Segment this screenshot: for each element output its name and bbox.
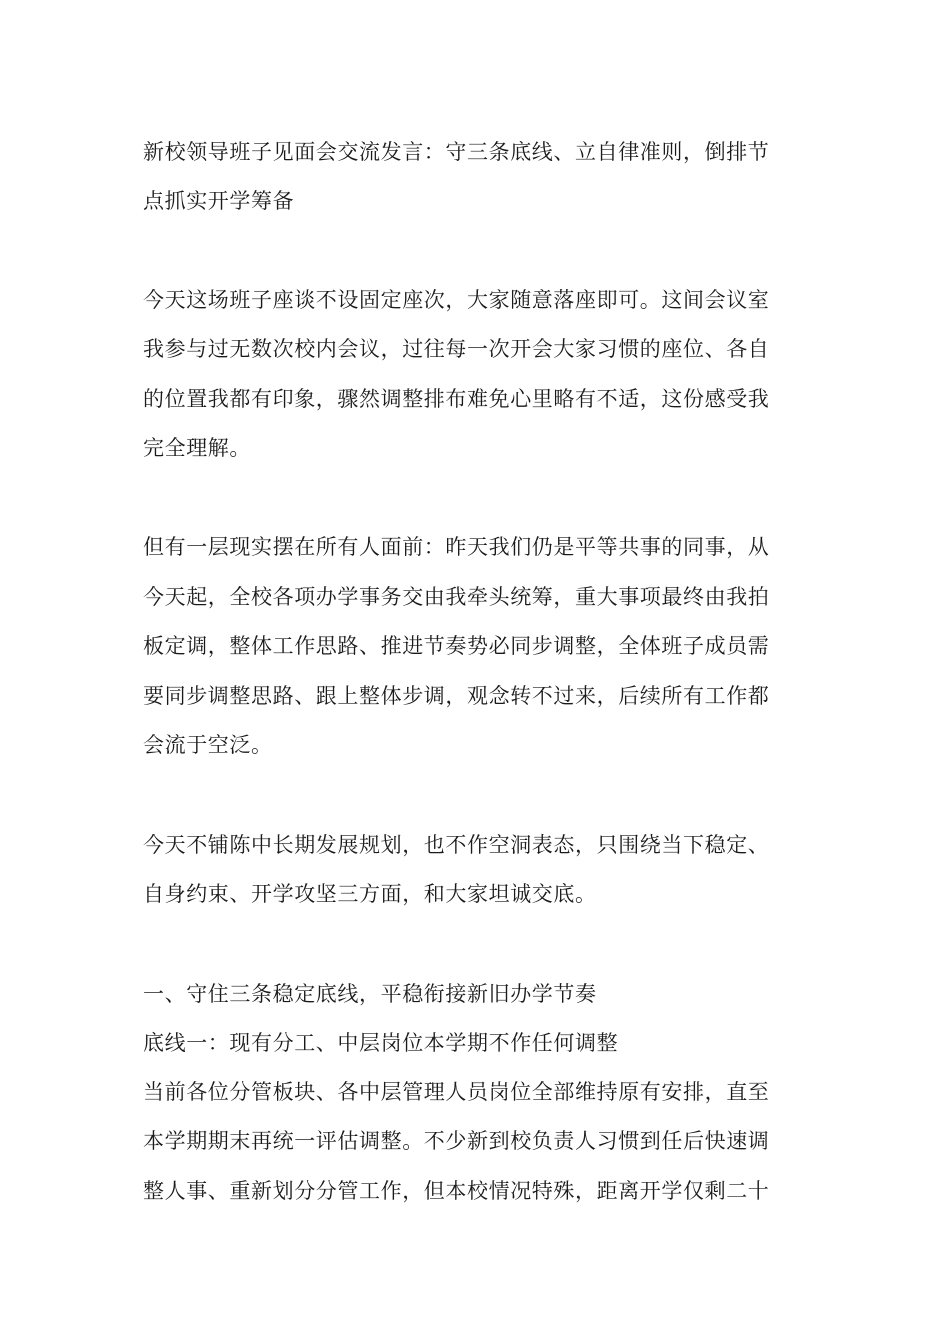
paragraph-2-line-3: 板定调，整体工作思路、推进节奏势必同步调整，全体班子成员需 bbox=[143, 634, 770, 658]
paragraph-2-line-4: 要同步调整思路、跟上整体步调，观念转不过来，后续所有工作都 bbox=[143, 684, 770, 708]
paragraph-1-line-1: 今天这场班子座谈不设固定座次，大家随意落座即可。这间会议室 bbox=[143, 288, 770, 312]
paragraph-1-line-2: 我参与过无数次校内会议，过往每一次开会大家习惯的座位、各自 bbox=[143, 337, 770, 361]
paragraph-2-line-5: 会流于空泛。 bbox=[143, 733, 273, 757]
title-line-1: 新校领导班子见面会交流发言：守三条底线、立自律准则，倒排节 bbox=[143, 140, 770, 164]
paragraph-1-line-3: 的位置我都有印象，骤然调整排布难免心里略有不适，这份感受我 bbox=[143, 387, 770, 411]
section-1-body-line-2: 本学期期末再统一评估调整。不少新到校负责人习惯到任后快速调 bbox=[143, 1129, 770, 1153]
paragraph-2-line-2: 今天起，全校各项办学事务交由我牵头统筹，重大事项最终由我拍 bbox=[143, 585, 770, 609]
section-1-subheading: 底线一：现有分工、中层岗位本学期不作任何调整 bbox=[143, 1031, 619, 1055]
section-1-heading: 一、守住三条稳定底线，平稳衔接新旧办学节奏 bbox=[143, 982, 597, 1006]
paragraph-1-line-4: 完全理解。 bbox=[143, 436, 251, 460]
paragraph-2-line-1: 但有一层现实摆在所有人面前：昨天我们仍是平等共事的同事，从 bbox=[143, 535, 770, 559]
paragraph-3-line-1: 今天不铺陈中长期发展规划，也不作空洞表态，只围绕当下稳定、 bbox=[143, 833, 770, 857]
title-line-2: 点抓实开学筹备 bbox=[143, 189, 295, 213]
paragraph-3-line-2: 自身约束、开学攻坚三方面，和大家坦诚交底。 bbox=[143, 882, 597, 906]
section-1-body-line-1: 当前各位分管板块、各中层管理人员岗位全部维持原有安排，直至 bbox=[143, 1080, 770, 1104]
section-1-body-line-3: 整人事、重新划分分管工作，但本校情况特殊，距离开学仅剩二十 bbox=[143, 1179, 770, 1203]
